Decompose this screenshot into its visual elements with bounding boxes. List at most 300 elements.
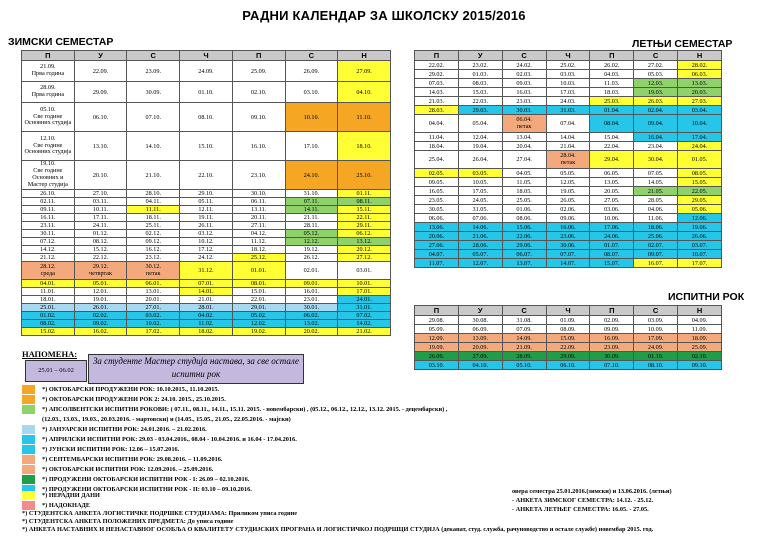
day-date: 23.06.: [560, 232, 576, 240]
day-date: 22.03.: [472, 97, 488, 105]
day-date: 25.01.: [40, 304, 56, 311]
day-date: 06.04.: [516, 115, 532, 123]
day-date: 15.01.: [250, 288, 267, 295]
calendar-day-cell: [590, 352, 634, 361]
legend-swatch: [22, 425, 35, 434]
day-date: 24.03.: [560, 97, 576, 105]
legend-swatch: [22, 395, 35, 404]
day-date: 06.10.: [92, 113, 109, 121]
calendar-day-cell: [180, 328, 233, 336]
day-date: 25.02.: [560, 61, 576, 69]
calendar-week-row: [22, 132, 391, 161]
day-date: 18.02.: [198, 328, 214, 335]
day-date: 06.07.: [516, 250, 532, 258]
calendar-day-cell: [180, 246, 233, 254]
day-date: 29.05.: [691, 196, 708, 204]
day-date: 02.01.: [303, 267, 320, 274]
day-header: Н: [678, 51, 722, 61]
calendar-day-cell: [678, 169, 722, 178]
day-date: 24.04.: [691, 142, 708, 150]
day-date: 12.06.: [691, 214, 708, 222]
day-date: 27.05.: [604, 196, 620, 204]
calendar-day-cell: [415, 259, 459, 268]
calendar-day-cell: [74, 61, 127, 82]
calendar-day-cell: [546, 352, 590, 361]
calendar-day-cell: [546, 178, 590, 187]
calendar-day-cell: [590, 223, 634, 232]
calendar-day-cell: [127, 262, 180, 280]
calendar-day-cell: [502, 178, 546, 187]
day-date: 30.09.: [604, 352, 620, 360]
day-date: 18.05.: [516, 187, 532, 195]
calendar-day-cell: [232, 280, 285, 288]
calendar-day-cell: [338, 280, 391, 288]
legend-item: [22, 395, 742, 404]
day-date: 01.03.: [472, 70, 488, 78]
calendar-day-cell: [502, 259, 546, 268]
calendar-day-cell: [22, 320, 75, 328]
calendar-day-cell: [590, 151, 634, 169]
calendar-week-row: [415, 88, 722, 97]
calendar-day-cell: [415, 187, 459, 196]
calendar-day-cell: [180, 230, 233, 238]
day-date: 03.10.: [428, 361, 445, 369]
day-date: 31.01.: [356, 304, 372, 311]
day-date: 19.09.: [428, 343, 445, 351]
calendar-day-cell: [678, 106, 722, 115]
day-date: 02.05.: [428, 169, 445, 177]
day-date: 02.09.: [604, 316, 620, 324]
calendar-week-row: [22, 312, 391, 320]
day-header: С: [127, 51, 180, 61]
day-date: 14.11.: [303, 206, 319, 213]
calendar-day-cell: [546, 250, 590, 259]
calendar-day-cell: [634, 232, 678, 241]
day-date: 13.04.: [516, 133, 532, 141]
day-date: 25.10.: [356, 171, 372, 179]
day-date: 21.03.: [428, 97, 445, 105]
winter-semester-label: ЗИМСКИ СЕМЕСТАР: [8, 36, 114, 48]
calendar-day-cell: [338, 320, 391, 328]
calendar-day-cell: [678, 187, 722, 196]
calendar-day-cell: [127, 312, 180, 320]
day-date: 14.05.: [647, 178, 664, 186]
calendar-day-cell: [590, 106, 634, 115]
summer-semester-label: ЛЕТЊИ СЕМЕСТАР: [632, 38, 733, 50]
calendar-day-cell: [590, 316, 634, 325]
day-date: 20.04.: [516, 142, 532, 150]
calendar-week-row: [415, 178, 722, 187]
legend-text: *) СЕПТЕМБАРСКИ ИСПИТНИ РОК: 29.08.2016. – 11.09.2016.: [42, 456, 223, 463]
day-date: 04.07.: [428, 250, 445, 258]
calendar-day-cell: [415, 79, 459, 88]
calendar-day-cell: [458, 133, 502, 142]
day-date: 25.09.: [691, 343, 708, 351]
day-date: 10.10.: [303, 113, 320, 121]
day-date: 17.07.: [691, 259, 708, 267]
day-date: 16.02.: [92, 328, 109, 335]
calendar-week-row: [22, 61, 391, 82]
calendar-day-cell: [180, 206, 233, 214]
calendar-day-cell: [74, 82, 127, 103]
day-date: 13.10.: [92, 142, 109, 150]
day-date: 08.11.: [356, 198, 372, 205]
calendar-day-cell: [232, 230, 285, 238]
calendar-week-row: [22, 82, 391, 103]
legend-text: *) ОКТОБАРСКИ ИСПИТНИ РОК: 12.09.2016. – 25.09.2016.: [42, 466, 214, 473]
calendar-day-cell: [502, 97, 546, 106]
calendar-day-cell: [285, 328, 338, 336]
day-header: П: [232, 51, 285, 61]
calendar-day-cell: [590, 187, 634, 196]
calendar-day-cell: [232, 328, 285, 336]
day-date: 30.06.: [560, 241, 576, 249]
day-date: 07.10.: [145, 113, 161, 121]
day-date: 14.01.: [198, 288, 214, 295]
day-date: 13.06.: [428, 223, 445, 231]
calendar-day-cell: [22, 328, 75, 336]
calendar-day-cell: [180, 132, 233, 161]
calendar-day-cell: [285, 296, 338, 304]
day-date: 10.03.: [560, 79, 576, 87]
day-date: 05.10.: [516, 361, 532, 369]
calendar-day-cell: [546, 115, 590, 133]
day-date: 07.10.: [604, 361, 620, 369]
day-date: 16.11.: [40, 214, 56, 221]
day-date: 03.04.: [691, 106, 708, 114]
calendar-day-cell: [127, 320, 180, 328]
day-date: 26.02.: [604, 61, 620, 69]
day-date: 08.10.: [198, 113, 214, 121]
calendar-day-cell: [232, 198, 285, 206]
day-date: 02.06.: [560, 205, 576, 213]
calendar-day-cell: [338, 190, 391, 198]
calendar-day-cell: [546, 205, 590, 214]
day-date: 07.01.: [198, 280, 214, 287]
day-date: 29.06.: [516, 241, 532, 249]
day-date: 18.12.: [250, 246, 267, 253]
day-date: 24.05.: [472, 196, 488, 204]
calendar-day-cell: [127, 296, 180, 304]
day-date: 01.04.: [604, 106, 620, 114]
calendar-day-cell: [458, 106, 502, 115]
calendar-day-cell: [415, 352, 459, 361]
calendar-day-cell: [22, 82, 75, 103]
calendar-day-cell: [678, 151, 722, 169]
calendar-day-cell: [338, 328, 391, 336]
day-date: 28.04.: [560, 151, 576, 159]
day-date: 15.11.: [356, 206, 372, 213]
day-date: 26.11.: [198, 222, 214, 229]
calendar-day-cell: [22, 222, 75, 230]
day-date: 15.10.: [198, 142, 214, 150]
calendar-day-cell: [590, 343, 634, 352]
calendar-day-cell: [74, 254, 127, 262]
calendar-day-cell: [285, 280, 338, 288]
calendar-week-row: [22, 190, 391, 198]
day-date: 21.11.: [303, 214, 319, 221]
day-date: 27.11.: [251, 222, 267, 229]
calendar-day-cell: [415, 97, 459, 106]
day-date: 11.05.: [516, 178, 532, 186]
calendar-day-cell: [180, 103, 233, 132]
day-date: 28.10.: [145, 190, 161, 197]
calendar-day-cell: [232, 246, 285, 254]
day-date: 15.03.: [472, 88, 488, 96]
day-date: 07.11.: [303, 198, 319, 205]
calendar-week-row: [415, 241, 722, 250]
calendar-day-cell: [678, 334, 722, 343]
day-date: 06.09.: [472, 325, 488, 333]
day-date: 17.10.: [303, 142, 320, 150]
legend-swatch: [22, 475, 35, 484]
calendar-day-cell: [546, 361, 590, 370]
calendar-day-cell: [590, 259, 634, 268]
day-date: 24.09.: [198, 67, 214, 75]
day-date: 07.05.: [647, 169, 664, 177]
calendar-day-cell: [232, 206, 285, 214]
calendar-day-cell: [22, 288, 75, 296]
note-text-line2: испитни рок: [171, 369, 221, 379]
calendar-week-row: [415, 352, 722, 361]
calendar-day-cell: [458, 115, 502, 133]
day-date: 18.11.: [145, 214, 161, 221]
calendar-day-cell: [634, 187, 678, 196]
calendar-day-cell: [338, 312, 391, 320]
calendar-day-cell: [546, 343, 590, 352]
day-date: 23.12.: [145, 254, 161, 261]
calendar-day-cell: [74, 280, 127, 288]
calendar-day-cell: [590, 61, 634, 70]
day-date: 04.04.: [428, 120, 445, 127]
day-date: 24.12.: [198, 254, 214, 261]
calendar-day-cell: [232, 161, 285, 190]
note-label: НАПОМЕНА:: [22, 349, 78, 359]
day-date: 05.09.: [428, 325, 445, 333]
calendar-week-row: [415, 316, 722, 325]
day-header: С: [634, 51, 678, 61]
calendar-week-row: [415, 97, 722, 106]
calendar-day-cell: [180, 304, 233, 312]
day-header: П: [590, 51, 634, 61]
calendar-day-cell: [678, 196, 722, 205]
day-date: 19.02.: [250, 328, 267, 335]
day-date: 28.06.: [472, 241, 488, 249]
calendar-day-cell: [634, 79, 678, 88]
day-date: 29.02.: [428, 70, 445, 78]
day-date: 20.11.: [251, 214, 267, 221]
calendar-day-cell: [22, 246, 75, 254]
calendar-day-cell: [232, 190, 285, 198]
legend-text: *) АПСОЛВЕНТСКИ ИСПИТНИ РОКОВИ: ( 07.11., 08.11., 14.11., 15.11. 2015. - новембарски) , (05.12., 06.12., 12.12., 13.12. 2015. - децембарски) ,: [42, 406, 448, 413]
day-date: 29.08.: [428, 316, 445, 324]
calendar-day-cell: [678, 214, 722, 223]
day-date: 17.02.: [145, 328, 161, 335]
day-date: 22.10.: [198, 171, 214, 179]
calendar-day-cell: [458, 187, 502, 196]
day-date: 04.06.: [647, 205, 664, 213]
day-date: 19.04.: [472, 142, 488, 150]
day-date: 11.07.: [428, 259, 445, 267]
day-note: Прва година: [31, 91, 65, 98]
calendar-day-cell: [338, 254, 391, 262]
calendar-day-cell: [634, 196, 678, 205]
day-date: 08.03.: [472, 79, 488, 87]
calendar-day-cell: [546, 223, 590, 232]
day-date: 19.01.: [92, 296, 109, 303]
day-date: 17.09.: [647, 334, 664, 342]
calendar-day-cell: [458, 325, 502, 334]
calendar-day-cell: [232, 214, 285, 222]
day-date: 09.09.: [604, 325, 620, 333]
day-date: 02.02.: [92, 312, 109, 319]
calendar-day-cell: [22, 238, 75, 246]
legend-text: *) НЕРАДНИ ДАНИ: [42, 492, 100, 499]
calendar-day-cell: [232, 288, 285, 296]
day-date: 30.01.: [303, 304, 320, 311]
day-date: 04.11.: [145, 198, 161, 205]
legend-item: [22, 475, 742, 484]
page-title: РАДНИ КАЛЕНДАР ЗА ШКОЛСКУ 2015/2016: [242, 8, 526, 23]
calendar-week-row: [415, 196, 722, 205]
day-date: 12.01.: [92, 288, 109, 295]
legend-item: [22, 425, 742, 434]
calendar-day-cell: [74, 132, 127, 161]
day-date: 24.10.: [303, 171, 320, 179]
day-date: 07.04.: [560, 120, 576, 127]
calendar-day-cell: [285, 230, 338, 238]
calendar-day-cell: [634, 178, 678, 187]
calendar-day-cell: [127, 222, 180, 230]
day-date: 03.05.: [472, 169, 488, 177]
calendar-day-cell: [590, 250, 634, 259]
calendar-day-cell: [127, 280, 180, 288]
calendar-day-cell: [338, 238, 391, 246]
day-date: 21.09.: [516, 343, 532, 351]
day-date: 23.01.: [303, 296, 320, 303]
day-date: 16.05.: [428, 187, 445, 195]
day-date: 03.02.: [145, 312, 161, 319]
day-header: П: [415, 51, 459, 61]
day-date: 14.07.: [560, 259, 576, 267]
calendar-day-cell: [180, 190, 233, 198]
calendar-day-cell: [232, 103, 285, 132]
calendar-day-cell: [546, 142, 590, 151]
day-note: Прва година: [31, 70, 65, 77]
calendar-day-cell: [502, 187, 546, 196]
day-date: 05.07.: [472, 250, 488, 258]
day-header: П: [590, 306, 634, 316]
calendar-day-cell: [546, 106, 590, 115]
calendar-day-cell: [458, 214, 502, 223]
legend-item: [22, 435, 742, 444]
calendar-day-cell: [338, 206, 391, 214]
day-date: 25.04.: [428, 156, 445, 163]
calendar-day-cell: [285, 214, 338, 222]
calendar-week-row: [22, 238, 391, 246]
calendar-day-cell: [502, 205, 546, 214]
day-date: 30.11.: [40, 230, 56, 237]
day-date: 09.02.: [92, 320, 109, 327]
legend-item: [22, 445, 742, 454]
calendar-day-cell: [634, 352, 678, 361]
day-date: 13.02.: [303, 320, 320, 327]
day-date: 30.05.: [428, 205, 445, 213]
calendar-day-cell: [415, 343, 459, 352]
day-date: 03.03.: [560, 70, 576, 78]
calendar-day-cell: [546, 214, 590, 223]
day-date: 11.01.: [40, 288, 56, 295]
day-date: 31.03.: [560, 106, 576, 114]
calendar-day-cell: [415, 115, 459, 133]
calendar-day-cell: [546, 334, 590, 343]
calendar-week-row: [22, 304, 391, 312]
day-date: 03.12.: [198, 230, 214, 237]
day-date: 14.12.: [40, 246, 56, 253]
day-date: 12.10.: [40, 134, 56, 142]
calendar-day-cell: [285, 304, 338, 312]
calendar-day-cell: [502, 250, 546, 259]
day-date: 17.06.: [604, 223, 620, 231]
calendar-week-row: [415, 61, 722, 70]
day-note: петак: [145, 269, 161, 277]
calendar-week-row: [415, 151, 722, 169]
calendar-day-cell: [22, 230, 75, 238]
calendar-day-cell: [458, 88, 502, 97]
day-date: 31.05.: [472, 205, 488, 213]
calendar-day-cell: [546, 70, 590, 79]
winter-calendar-table: [21, 50, 391, 336]
calendar-week-row: [22, 262, 391, 280]
day-date: 13.11.: [251, 206, 267, 213]
day-date: 24.11.: [92, 222, 109, 229]
calendar-day-cell: [634, 205, 678, 214]
day-date: 08.09.: [560, 325, 576, 333]
calendar-day-cell: [415, 142, 459, 151]
day-date: 18.03.: [604, 88, 620, 96]
calendar-day-cell: [127, 61, 180, 82]
calendar-day-cell: [502, 106, 546, 115]
calendar-day-cell: [22, 190, 75, 198]
day-date: 13.05.: [604, 178, 620, 186]
calendar-week-row: [415, 343, 722, 352]
day-date: 01.10.: [198, 88, 214, 96]
calendar-day-cell: [634, 325, 678, 334]
calendar-day-cell: [180, 222, 233, 230]
day-date: 15.04.: [604, 133, 620, 141]
day-date: 22.02.: [428, 61, 445, 69]
calendar-week-row: [22, 254, 391, 262]
day-date: 19.03.: [647, 88, 664, 96]
calendar-day-cell: [232, 238, 285, 246]
day-date: 20.09.: [472, 343, 488, 351]
day-note: Све године: [33, 141, 63, 149]
day-date: 26.09.: [303, 67, 320, 75]
day-date: 25.11.: [145, 222, 161, 229]
day-date: 30.08.: [472, 316, 488, 324]
calendar-day-cell: [232, 296, 285, 304]
day-date: 02.07.: [647, 241, 664, 249]
calendar-day-cell: [502, 142, 546, 151]
calendar-day-cell: [590, 325, 634, 334]
day-date: 05.01.: [92, 280, 109, 287]
calendar-day-cell: [127, 132, 180, 161]
day-date: 11.12.: [251, 238, 267, 245]
calendar-day-cell: [678, 61, 722, 70]
footnote: *) АНКЕТА НАСТАВНИХ И НЕНАСТАВНОГ ОСОБЉА О КВАЛИТЕТУ СТУДИЈСКИХ ПРОГРАНА И ЛОГИСТИЧКОЈ ПОДРШЦИ СТУДИЈА (деканат, студ. служба, рачуноводство и остале службе) новембар 2015. год.: [22, 526, 654, 533]
day-date: 23.09.: [604, 343, 620, 351]
calendar-day-cell: [285, 288, 338, 296]
